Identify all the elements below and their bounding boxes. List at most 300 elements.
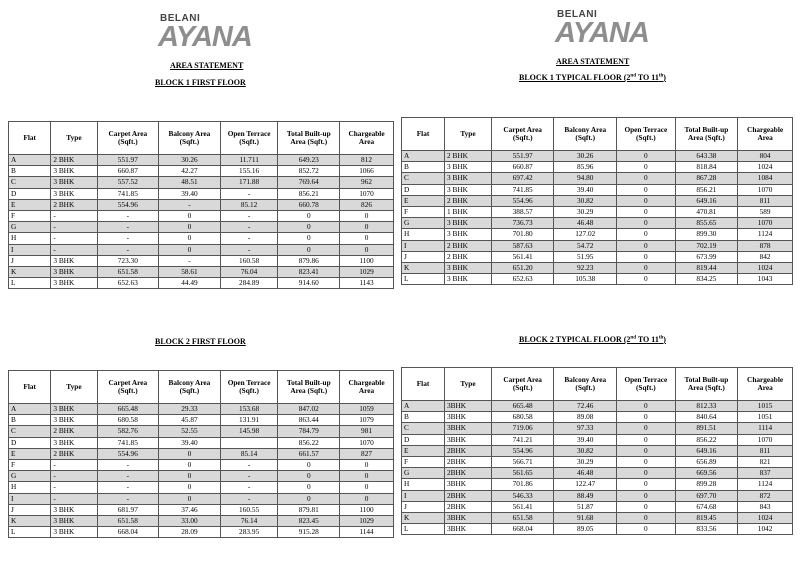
cell-flat: I	[402, 490, 445, 501]
table-row	[9, 504, 394, 515]
cell-flat: G	[402, 468, 445, 479]
cell-total-builtup: 879.86	[278, 255, 340, 266]
cell-carpet-area: 551.97	[97, 155, 159, 166]
cell-type: -	[51, 482, 97, 493]
cell-type: 3 BHK	[445, 229, 492, 240]
cell-carpet-area: 582.76	[97, 426, 159, 437]
cell-carpet-area: 554.96	[491, 195, 554, 206]
table-row	[9, 255, 394, 266]
cell-type: 3 BHK	[51, 404, 97, 415]
cell-flat: A	[402, 401, 445, 412]
cell-type: 3 BHK	[51, 504, 97, 515]
header-balcony-area: Balcony Area (Sqft.)	[554, 118, 617, 151]
cell-balcony-area: -	[159, 199, 221, 210]
cell-type: 3 BHK	[445, 274, 492, 285]
table-header-row	[9, 371, 394, 404]
cell-type: 3BHK	[445, 513, 492, 524]
cell-balcony-area: 52.55	[159, 426, 221, 437]
cell-type: 2BHK	[445, 501, 492, 512]
table-row	[402, 434, 793, 445]
cell-chargeable-area: 1059	[340, 404, 394, 415]
table-row	[402, 195, 793, 206]
cell-total-builtup: 856.21	[675, 184, 738, 195]
cell-flat: E	[9, 199, 51, 210]
header-chargeable-area: Chargeable Area	[340, 371, 394, 404]
table-row	[9, 278, 394, 289]
cell-carpet-area: -	[97, 211, 159, 222]
table-row	[9, 482, 394, 493]
cell-balcony-area: 28.09	[159, 527, 221, 538]
cell-type: 3 BHK	[445, 173, 492, 184]
cell-balcony-area: 97.33	[554, 423, 617, 434]
table-row	[402, 479, 793, 490]
header-flat: Flat	[9, 371, 51, 404]
cell-balcony-area: 0	[159, 471, 221, 482]
cell-open-terrace: 0	[617, 457, 676, 468]
header-type: Type	[445, 368, 492, 401]
cell-total-builtup: 834.25	[675, 274, 738, 285]
cell-total-builtup: 0	[278, 233, 340, 244]
table-row	[9, 267, 394, 278]
table-row	[402, 445, 793, 456]
cell-balcony-area: 94.80	[554, 173, 617, 184]
cell-carpet-area: 668.04	[97, 527, 159, 538]
cell-open-terrace: 160.55	[220, 504, 278, 515]
header-open-terrace: Open Terrace (Sqft.)	[220, 122, 278, 155]
cell-balcony-area: 105.38	[554, 274, 617, 285]
cell-open-terrace: 85.14	[220, 448, 278, 459]
cell-type: 3 BHK	[445, 263, 492, 274]
header-chargeable-area: Chargeable Area	[738, 118, 793, 151]
cell-flat: E	[402, 195, 445, 206]
cell-type: 2 BHK	[51, 426, 97, 437]
cell-chargeable-area: 1024	[738, 263, 793, 274]
cell-balcony-area: 58.61	[159, 267, 221, 278]
cell-chargeable-area: 589	[738, 207, 793, 218]
cell-balcony-area: 0	[159, 448, 221, 459]
cell-flat: F	[9, 211, 51, 222]
header-total-builtup: Total Built-up Area (Sqft.)	[278, 122, 340, 155]
cell-flat: A	[9, 404, 51, 415]
table-row	[9, 166, 394, 177]
cell-carpet-area: 554.96	[97, 448, 159, 459]
cell-carpet-area: 701.80	[491, 229, 554, 240]
cell-open-terrace: 0	[617, 207, 676, 218]
cell-carpet-area: 660.87	[491, 162, 554, 173]
cell-carpet-area: 561.41	[491, 501, 554, 512]
logo-right	[555, 9, 649, 49]
table-row	[9, 188, 394, 199]
cell-flat: I	[402, 240, 445, 251]
cell-chargeable-area: 1015	[738, 401, 793, 412]
cell-type: 3 BHK	[51, 267, 97, 278]
cell-type: 2 BHK	[445, 251, 492, 262]
cell-balcony-area: 0	[159, 460, 221, 471]
cell-open-terrace	[220, 437, 278, 448]
cell-carpet-area: 388.57	[491, 207, 554, 218]
cell-open-terrace: 283.95	[220, 527, 278, 538]
cell-chargeable-area: 1070	[340, 188, 394, 199]
cell-total-builtup: 0	[278, 460, 340, 471]
cell-carpet-area: -	[97, 493, 159, 504]
cell-open-terrace: 145.98	[220, 426, 278, 437]
header-type: Type	[445, 118, 492, 151]
cell-type: -	[51, 471, 97, 482]
cell-open-terrace: 0	[617, 524, 676, 535]
cell-open-terrace: -	[220, 460, 278, 471]
table-row	[9, 527, 394, 538]
cell-total-builtup: 899.28	[675, 479, 738, 490]
cell-balcony-area: 0	[159, 211, 221, 222]
cell-chargeable-area: 1024	[738, 513, 793, 524]
cell-type: -	[51, 222, 97, 233]
cell-carpet-area: 651.58	[491, 513, 554, 524]
cell-flat: I	[9, 244, 51, 255]
cell-flat: B	[9, 166, 51, 177]
cell-flat: F	[402, 457, 445, 468]
cell-carpet-area: 660.87	[97, 166, 159, 177]
table-header-row	[402, 368, 793, 401]
header-chargeable-area: Chargeable Area	[340, 122, 394, 155]
header-balcony-area: Balcony Area (Sqft.)	[554, 368, 617, 401]
cell-carpet-area: -	[97, 244, 159, 255]
cell-chargeable-area: 1070	[738, 434, 793, 445]
cell-carpet-area: 701.86	[491, 479, 554, 490]
cell-chargeable-area: 842	[738, 251, 793, 262]
table-row	[402, 401, 793, 412]
cell-total-builtup: 643.38	[675, 151, 738, 162]
cell-carpet-area: 681.97	[97, 504, 159, 515]
cell-balcony-area: 0	[159, 493, 221, 504]
cell-type: 3 BHK	[51, 516, 97, 527]
cell-open-terrace: 0	[617, 513, 676, 524]
cell-open-terrace: -	[220, 471, 278, 482]
cell-flat: J	[9, 504, 51, 515]
cell-type: 2 BHK	[445, 151, 492, 162]
cell-flat: L	[9, 278, 51, 289]
cell-total-builtup: 0	[278, 211, 340, 222]
cell-chargeable-area: 981	[340, 426, 394, 437]
cell-balcony-area: 89.05	[554, 524, 617, 535]
cell-carpet-area: 554.96	[97, 199, 159, 210]
cell-balcony-area: 51.87	[554, 501, 617, 512]
cell-chargeable-area: 821	[738, 457, 793, 468]
block2-typical-floor-title	[519, 335, 666, 344]
cell-open-terrace: -	[220, 233, 278, 244]
cell-type: 3 BHK	[51, 278, 97, 289]
cell-carpet-area: 587.63	[491, 240, 554, 251]
cell-total-builtup: 0	[278, 493, 340, 504]
cell-type: -	[51, 460, 97, 471]
cell-chargeable-area: 1114	[738, 423, 793, 434]
cell-type: 3BHK	[445, 423, 492, 434]
cell-open-terrace: 85.12	[220, 199, 278, 210]
cell-open-terrace: 131.91	[220, 415, 278, 426]
table-row	[402, 229, 793, 240]
cell-balcony-area: 48.51	[159, 177, 221, 188]
cell-chargeable-area: 1084	[738, 173, 793, 184]
cell-type: 2 BHK	[51, 155, 97, 166]
cell-open-terrace: 0	[617, 151, 676, 162]
cell-flat: H	[9, 233, 51, 244]
header-flat: Flat	[9, 122, 51, 155]
table-row	[9, 404, 394, 415]
cell-total-builtup: 0	[278, 471, 340, 482]
cell-balcony-area: 39.40	[554, 184, 617, 195]
table-row	[9, 460, 394, 471]
block1-first-floor-title: BLOCK 1 FIRST FLOOR	[155, 78, 246, 87]
cell-total-builtup: 856.22	[675, 434, 738, 445]
title-text: BLOCK 1 TYPICAL FLOOR (2	[519, 73, 631, 82]
header-balcony-area: Balcony Area (Sqft.)	[159, 122, 221, 155]
cell-chargeable-area: 1100	[340, 504, 394, 515]
table-row	[402, 263, 793, 274]
table-row	[402, 218, 793, 229]
cell-balcony-area: 30.29	[554, 457, 617, 468]
cell-chargeable-area: 1029	[340, 267, 394, 278]
cell-balcony-area: 33.00	[159, 516, 221, 527]
cell-balcony-area: 72.46	[554, 401, 617, 412]
cell-flat: B	[9, 415, 51, 426]
cell-flat: J	[402, 251, 445, 262]
cell-chargeable-area: 0	[340, 233, 394, 244]
cell-balcony-area: 92.23	[554, 263, 617, 274]
cell-chargeable-area: 1070	[738, 184, 793, 195]
cell-total-builtup: 661.57	[278, 448, 340, 459]
cell-flat: F	[9, 460, 51, 471]
cell-type: 2BHK	[445, 457, 492, 468]
cell-flat: G	[9, 471, 51, 482]
cell-chargeable-area: 1024	[738, 162, 793, 173]
cell-chargeable-area: 1066	[340, 166, 394, 177]
cell-chargeable-area: 878	[738, 240, 793, 251]
cell-flat: C	[402, 423, 445, 434]
cell-open-terrace: 0	[617, 434, 676, 445]
cell-flat: A	[9, 155, 51, 166]
cell-type: 2BHK	[445, 490, 492, 501]
cell-open-terrace: 0	[617, 218, 676, 229]
cell-open-terrace: -	[220, 188, 278, 199]
cell-balcony-area: 30.26	[159, 155, 221, 166]
cell-carpet-area: 557.52	[97, 177, 159, 188]
cell-chargeable-area: 812	[340, 155, 394, 166]
table-row	[9, 516, 394, 527]
cell-total-builtup: 899.30	[675, 229, 738, 240]
cell-balcony-area: 46.48	[554, 218, 617, 229]
cell-open-terrace: 0	[617, 195, 676, 206]
cell-total-builtup: 812.33	[675, 401, 738, 412]
table-row	[402, 274, 793, 285]
cell-chargeable-area: 1124	[738, 229, 793, 240]
cell-total-builtup: 656.89	[675, 457, 738, 468]
cell-carpet-area: 665.48	[97, 404, 159, 415]
cell-total-builtup: 649.16	[675, 445, 738, 456]
cell-open-terrace: 0	[617, 445, 676, 456]
cell-balcony-area: 89.08	[554, 412, 617, 423]
table-row	[402, 423, 793, 434]
cell-type: 2 BHK	[445, 240, 492, 251]
cell-flat: L	[402, 274, 445, 285]
cell-chargeable-area: 826	[340, 199, 394, 210]
table-row	[9, 426, 394, 437]
cell-chargeable-area: 1070	[340, 437, 394, 448]
header-balcony-area: Balcony Area (Sqft.)	[159, 371, 221, 404]
cell-chargeable-area: 0	[340, 222, 394, 233]
cell-flat: K	[402, 513, 445, 524]
table-row	[402, 501, 793, 512]
cell-total-builtup: 769.64	[278, 177, 340, 188]
cell-total-builtup: 818.84	[675, 162, 738, 173]
cell-chargeable-area: 962	[340, 177, 394, 188]
table-row	[402, 468, 793, 479]
cell-type: 2 BHK	[51, 199, 97, 210]
cell-flat: C	[402, 173, 445, 184]
cell-carpet-area: 554.96	[491, 445, 554, 456]
table-row	[9, 211, 394, 222]
header-open-terrace: Open Terrace (Sqft.)	[220, 371, 278, 404]
cell-type: 3 BHK	[445, 162, 492, 173]
cell-open-terrace: 155.16	[220, 166, 278, 177]
cell-total-builtup: 0	[278, 482, 340, 493]
cell-total-builtup: 867.28	[675, 173, 738, 184]
block1-typical-floor-table	[401, 117, 793, 285]
cell-carpet-area: 723.30	[97, 255, 159, 266]
cell-balcony-area: 30.82	[554, 195, 617, 206]
cell-type: 3BHK	[445, 401, 492, 412]
table-row	[402, 251, 793, 262]
cell-chargeable-area: 1029	[340, 516, 394, 527]
table-row	[9, 493, 394, 504]
cell-balcony-area: 45.87	[159, 415, 221, 426]
cell-open-terrace: 0	[617, 401, 676, 412]
cell-chargeable-area: 811	[738, 445, 793, 456]
cell-balcony-area: 39.40	[554, 434, 617, 445]
cell-carpet-area: 561.41	[491, 251, 554, 262]
header-carpet-area: Carpet Area (Sqft.)	[491, 368, 554, 401]
header-carpet-area: Carpet Area (Sqft.)	[491, 118, 554, 151]
cell-carpet-area: -	[97, 460, 159, 471]
cell-flat: H	[402, 479, 445, 490]
block2-typical-floor-table	[401, 367, 793, 535]
cell-carpet-area: 680.58	[491, 412, 554, 423]
table-row	[402, 412, 793, 423]
cell-open-terrace: 0	[617, 263, 676, 274]
cell-open-terrace: -	[220, 244, 278, 255]
cell-type: 3 BHK	[51, 166, 97, 177]
table-row	[9, 415, 394, 426]
cell-total-builtup: 840.64	[675, 412, 738, 423]
header-total-builtup: Total Built-up Area (Sqft.)	[675, 368, 738, 401]
cell-carpet-area: 546.33	[491, 490, 554, 501]
cell-total-builtup: 915.28	[278, 527, 340, 538]
cell-flat: H	[9, 482, 51, 493]
title-text: )	[663, 335, 666, 344]
cell-type: -	[51, 211, 97, 222]
header-flat: Flat	[402, 118, 445, 151]
cell-type: 3 BHK	[51, 415, 97, 426]
cell-balcony-area: 29.33	[159, 404, 221, 415]
header-open-terrace: Open Terrace (Sqft.)	[617, 368, 676, 401]
cell-flat: E	[9, 448, 51, 459]
cell-open-terrace: 0	[617, 173, 676, 184]
cell-type: 2 BHK	[51, 448, 97, 459]
cell-type: -	[51, 244, 97, 255]
cell-chargeable-area: 0	[340, 460, 394, 471]
cell-balcony-area: 44.49	[159, 278, 221, 289]
cell-type: 3 BHK	[51, 177, 97, 188]
table-row	[402, 151, 793, 162]
title-text: BLOCK 2 TYPICAL FLOOR (2	[519, 335, 631, 344]
cell-chargeable-area: 1124	[738, 479, 793, 490]
cell-balcony-area: 0	[159, 244, 221, 255]
logo-left	[158, 13, 252, 53]
cell-total-builtup: 847.02	[278, 404, 340, 415]
cell-flat: A	[402, 151, 445, 162]
cell-balcony-area: 46.48	[554, 468, 617, 479]
cell-balcony-area: 122.47	[554, 479, 617, 490]
table-row	[9, 471, 394, 482]
cell-open-terrace: 0	[617, 162, 676, 173]
cell-chargeable-area: 0	[340, 244, 394, 255]
cell-balcony-area: 42.27	[159, 166, 221, 177]
cell-chargeable-area: 827	[340, 448, 394, 459]
table-row	[402, 513, 793, 524]
cell-open-terrace: 0	[617, 229, 676, 240]
logo-brand-text: BELANI	[557, 9, 598, 20]
cell-flat: F	[402, 207, 445, 218]
table-row	[402, 490, 793, 501]
cell-carpet-area: 652.63	[491, 274, 554, 285]
title-superscript: th	[658, 335, 664, 341]
cell-flat: K	[9, 267, 51, 278]
table-row	[402, 240, 793, 251]
header-total-builtup: Total Built-up Area (Sqft.)	[675, 118, 738, 151]
cell-total-builtup: 891.51	[675, 423, 738, 434]
table-row	[9, 244, 394, 255]
cell-chargeable-area: 804	[738, 151, 793, 162]
cell-open-terrace: 0	[617, 501, 676, 512]
cell-flat: H	[402, 229, 445, 240]
block2-first-floor-title: BLOCK 2 FIRST FLOOR	[155, 337, 246, 346]
cell-carpet-area: -	[97, 471, 159, 482]
cell-total-builtup: 649.23	[278, 155, 340, 166]
table-row	[9, 177, 394, 188]
cell-open-terrace: 153.68	[220, 404, 278, 415]
header-total-builtup: Total Built-up Area (Sqft.)	[278, 371, 340, 404]
cell-flat: I	[9, 493, 51, 504]
title-text: TO 11	[635, 73, 659, 82]
cell-flat: G	[402, 218, 445, 229]
cell-balcony-area: 39.40	[159, 437, 221, 448]
cell-open-terrace: 0	[617, 468, 676, 479]
cell-open-terrace: 160.58	[220, 255, 278, 266]
header-flat: Flat	[402, 368, 445, 401]
cell-total-builtup: 823.45	[278, 516, 340, 527]
cell-total-builtup: 879.81	[278, 504, 340, 515]
cell-type: 2 BHK	[445, 195, 492, 206]
cell-balcony-area: 39.40	[159, 188, 221, 199]
cell-balcony-area: 0	[159, 222, 221, 233]
cell-carpet-area: 680.58	[97, 415, 159, 426]
cell-chargeable-area: 1051	[738, 412, 793, 423]
cell-balcony-area: 54.72	[554, 240, 617, 251]
cell-carpet-area: 741.85	[491, 184, 554, 195]
table-row	[402, 207, 793, 218]
cell-flat: K	[402, 263, 445, 274]
cell-total-builtup: 0	[278, 244, 340, 255]
cell-open-terrace: 0	[617, 490, 676, 501]
table-row	[402, 524, 793, 535]
